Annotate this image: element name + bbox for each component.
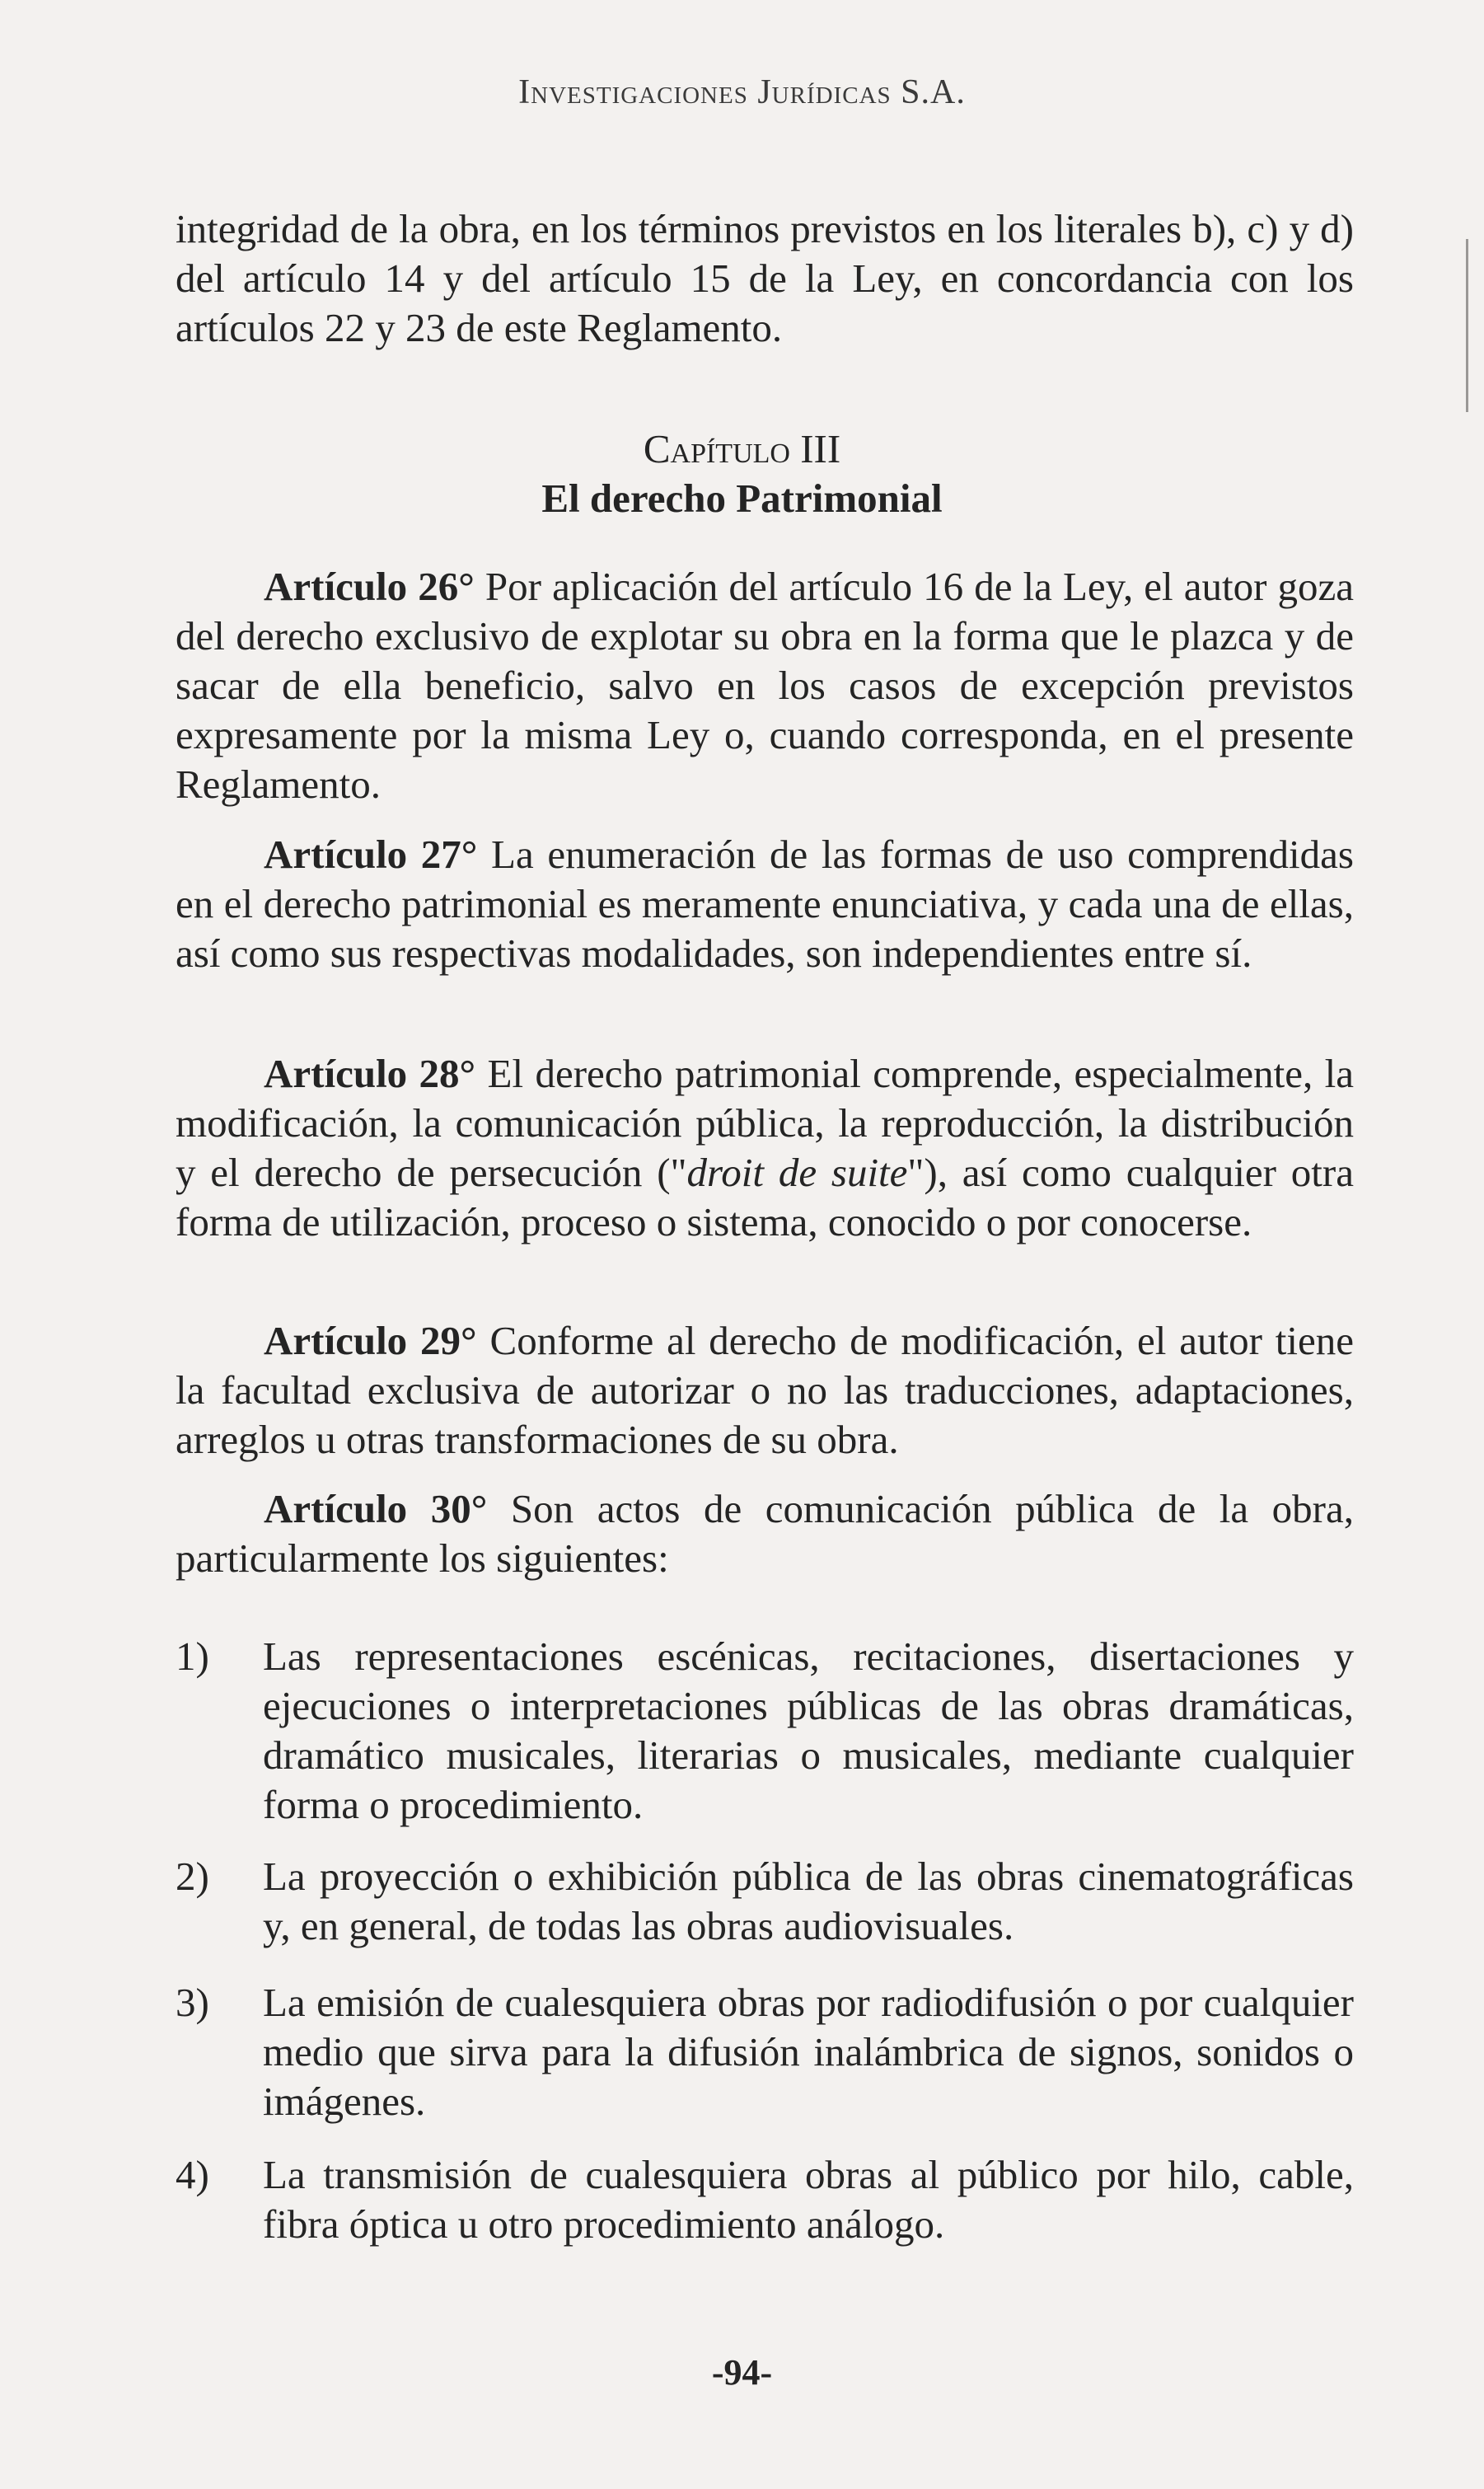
article-label: Artículo 27° [264, 832, 478, 877]
item-number: 4) [176, 2152, 209, 2197]
item-text: La emisión de cualesquiera obras por radiodifusión o por cualquier medio que sirva para la difusión inalámbrica de signos, sonidos o imágenes. [263, 1980, 1354, 2124]
article-text: Conforme al derecho de modificación, el autor tiene la facultad exclusiva de autorizar o no las traducciones, adaptaciones, arreglos u otras transformaciones de su obra. [176, 1318, 1355, 1462]
chapter-heading [0, 424, 1484, 523]
item-text: La transmisión de cualesquiera obras al público por hilo, cable, fibra óptica u otro procedimiento análogo. [263, 2152, 1354, 2247]
article-26 [176, 562, 1354, 809]
list-item [176, 1632, 1354, 1830]
article-italic-term: droit de suite [686, 1150, 908, 1195]
page-edge-line [1466, 239, 1468, 412]
article-label: Artículo 26° [264, 564, 475, 609]
list-item [176, 1978, 1354, 2126]
chapter-label: Capítulo III [643, 426, 841, 471]
item-text: La proyección o exhibición pública de las obras cinematográficas y, en general, de todas las obras audiovisuales. [263, 1854, 1354, 1948]
article-28 [176, 1049, 1354, 1247]
article-label: Artículo 29° [264, 1318, 477, 1363]
article-29 [176, 1316, 1354, 1465]
article-label: Artículo 28° [264, 1051, 476, 1096]
article-30 [176, 1484, 1354, 1583]
running-header: Investigaciones Jurídicas S.A. [518, 73, 966, 111]
article-text: La enumeración de las formas de uso comprendidas en el derecho patrimonial es meramente enunciativa, y cada una de ellas, así como sus respectivas modalidades, son independientes entre sí. [176, 832, 1354, 976]
article-27 [176, 830, 1354, 978]
item-text: Las representaciones escénicas, recitaciones, disertaciones y ejecuciones o interpretaciones públicas de las obras dramáticas, dramático musicales, literarias o musicales, mediante cualquier forma o procedimiento. [263, 1634, 1354, 1827]
item-number: 3) [176, 1980, 209, 2025]
article-text-continued: "), así como cualquier otra forma de utilización, proceso o sistema, conocido o por conocerse. [176, 1150, 1354, 1244]
list-item [176, 2150, 1354, 2249]
list-item [176, 1852, 1354, 1951]
item-number: 2) [176, 1854, 209, 1899]
article-text: Son actos de comunicación pública de la obra, particularmente los siguientes: [176, 1486, 1354, 1581]
item-number: 1) [176, 1634, 209, 1679]
page-number: -94- [711, 2352, 773, 2393]
article-text: El derecho patrimonial comprende, especialmente, la modificación, la comunicación pública, la reproducción, la distribución y el derecho de persecución (" [176, 1051, 1355, 1195]
intro-paragraph: integridad de la obra, en los términos previstos en los literales b), c) y d) del artículo 14 y del artículo 15 de la Ley, en concordancia con los artículos 22 y 23 de este Reglamento. [176, 206, 1354, 350]
article-text: Por aplicación del artículo 16 de la Ley, el autor goza del derecho exclusivo de explotar su obra en la forma que le plazca y de sacar de ella beneficio, salvo en los casos de excepción previstos expresamente por la misma Ley o, cuando corresponda, en el presente Reglamento. [176, 564, 1354, 807]
article-label: Artículo 30° [264, 1486, 488, 1531]
chapter-title: El derecho Patrimonial [541, 476, 943, 521]
